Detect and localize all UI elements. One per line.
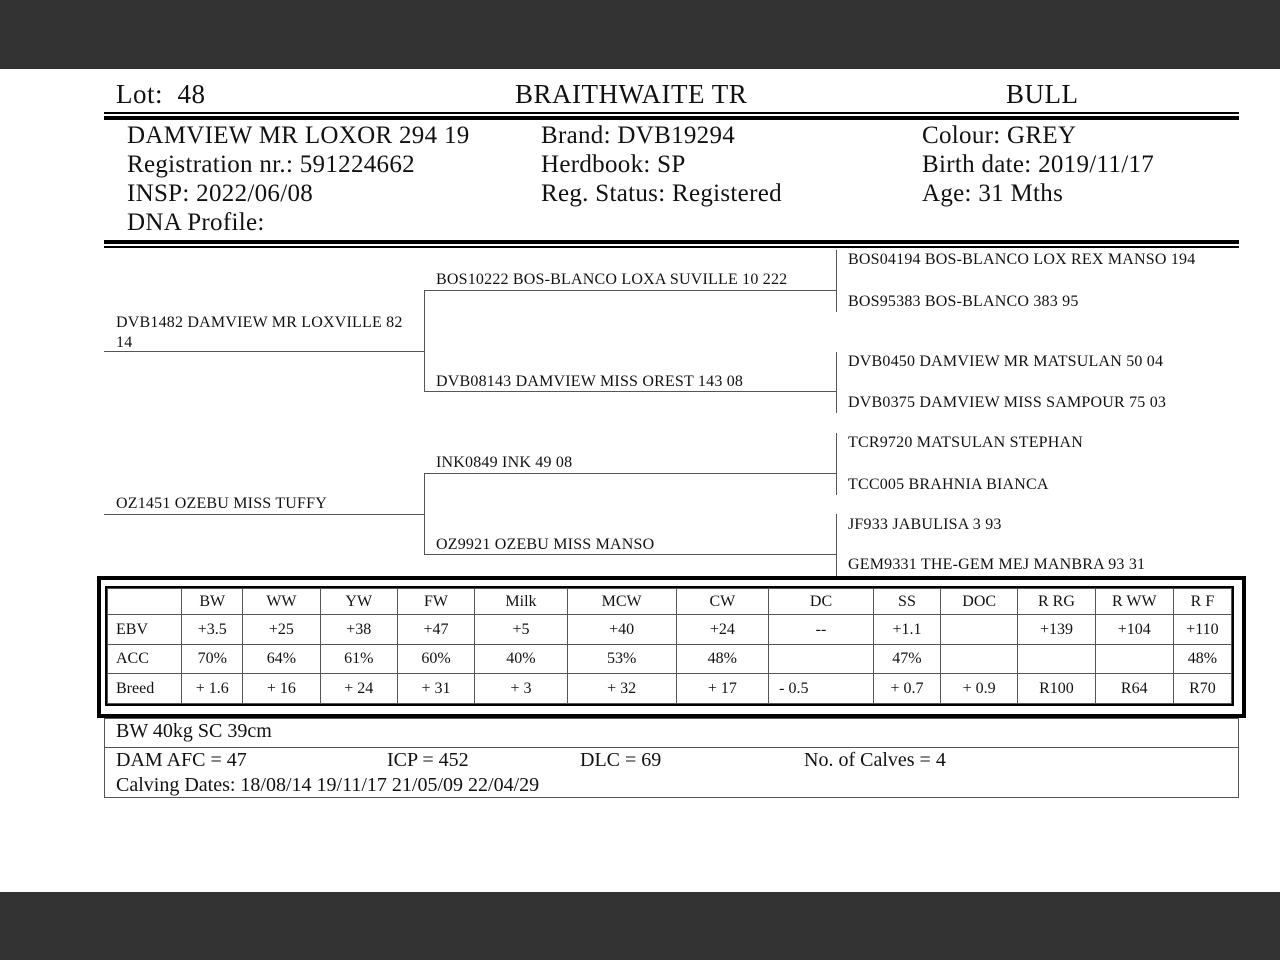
lot-heading	[116, 79, 206, 110]
table-cell: +5	[475, 615, 568, 645]
registration-number: Registration nr.: 591224662	[127, 151, 415, 178]
header-rule	[104, 112, 1239, 114]
table-cell: +40	[567, 615, 676, 645]
table-cell: +25	[243, 615, 320, 645]
table-cell: + 32	[567, 674, 676, 704]
ggp-5: TCR9720 MATSULAN STEPHAN	[848, 434, 1084, 451]
column-header: FW	[397, 589, 474, 615]
table-cell: 48%	[676, 644, 769, 674]
ebv-row	[108, 615, 1232, 645]
sire-sire: BOS10222 BOS-BLANCO LOXA SUVILLE 10 222	[436, 271, 788, 288]
lot-label: Lot:	[116, 79, 163, 109]
table-cell: + 3	[475, 674, 568, 704]
icp: ICP = 452	[387, 749, 469, 771]
table-cell	[1095, 644, 1173, 674]
dam-afc: DAM AFC = 47	[116, 749, 247, 771]
sire: DVB1482 DAMVIEW MR LOXVILLE 82 14	[116, 314, 403, 351]
ggp-1: BOS04194 BOS-BLANCO LOX REX MANSO 194	[848, 251, 1196, 268]
table-cell: - 0.5	[769, 674, 874, 704]
ggp-8: GEM9331 THE-GEM MEJ MANBRA 93 31	[848, 556, 1146, 573]
column-header: R WW	[1095, 589, 1173, 615]
herdbook: Herdbook: SP	[541, 151, 686, 178]
ebv-header-row	[108, 589, 1232, 615]
table-cell: + 31	[397, 674, 474, 704]
sex-label: BULL	[1006, 79, 1079, 109]
dna-profile: DNA Profile:	[127, 209, 265, 236]
brand: Brand: DVB19294	[541, 122, 736, 149]
breed-row	[108, 674, 1232, 704]
table-cell: + 0.7	[873, 674, 940, 704]
age: Age: 31 Mths	[922, 180, 1064, 207]
table-cell: R70	[1173, 674, 1231, 704]
table-cell: + 0.9	[941, 674, 1018, 704]
table-cell	[769, 644, 874, 674]
table-cell: R64	[1095, 674, 1173, 704]
table-cell: + 24	[320, 674, 397, 704]
calves-count: No. of Calves = 4	[804, 749, 946, 771]
notes-box	[104, 718, 1239, 798]
table-cell: +110	[1173, 615, 1231, 645]
ggp-7: JF933 JABULISA 3 93	[848, 516, 1002, 533]
weights-note: BW 40kg SC 39cm	[116, 720, 272, 742]
reg-status: Reg. Status: Registered	[541, 180, 782, 207]
birth-date: Birth date: 2019/11/17	[922, 151, 1155, 178]
acc-row	[108, 644, 1232, 674]
column-header: MCW	[567, 589, 676, 615]
column-header: DOC	[941, 589, 1018, 615]
table-cell: 70%	[182, 644, 243, 674]
column-header: SS	[873, 589, 940, 615]
table-cell: + 17	[676, 674, 769, 704]
ggp-4: DVB0375 DAMVIEW MISS SAMPOUR 75 03	[848, 394, 1167, 411]
insp-date: INSP: 2022/06/08	[127, 180, 314, 207]
table-cell: 64%	[243, 644, 320, 674]
column-header: R F	[1173, 589, 1231, 615]
bottom-dark-band	[0, 892, 1280, 960]
breeder-name: BRAITHWAITE TR	[515, 79, 748, 109]
table-cell	[941, 615, 1018, 645]
ggp-2: BOS95383 BOS-BLANCO 383 95	[848, 293, 1079, 310]
table-cell: 53%	[567, 644, 676, 674]
row-label: ACC	[108, 644, 182, 674]
column-header: DC	[769, 589, 874, 615]
header-rule-thick	[104, 116, 1239, 120]
details-rule-thick	[104, 240, 1239, 244]
ebv-table	[107, 588, 1232, 704]
details-rule	[104, 246, 1239, 248]
colour: Colour: GREY	[922, 122, 1077, 149]
table-cell: 61%	[320, 644, 397, 674]
ggp-3: DVB0450 DAMVIEW MR MATSULAN 50 04	[848, 353, 1164, 370]
column-header: R RG	[1018, 589, 1095, 615]
row-label: Breed	[108, 674, 182, 704]
table-cell: +104	[1095, 615, 1173, 645]
table-cell: R100	[1018, 674, 1095, 704]
table-cell	[1018, 644, 1095, 674]
dam: OZ1451 OZEBU MISS TUFFY	[116, 495, 327, 512]
table-cell: +139	[1018, 615, 1095, 645]
table-cell: + 1.6	[182, 674, 243, 704]
animal-name: DAMVIEW MR LOXOR 294 19	[127, 122, 470, 149]
column-header: BW	[182, 589, 243, 615]
column-header	[108, 589, 182, 615]
ggp-6: TCC005 BRAHNIA BIANCA	[848, 476, 1049, 493]
table-cell: 48%	[1173, 644, 1231, 674]
row-label: EBV	[108, 615, 182, 645]
table-cell: --	[769, 615, 874, 645]
table-cell: +38	[320, 615, 397, 645]
table-cell: +24	[676, 615, 769, 645]
lot-number: 48	[177, 79, 206, 109]
notes-divider	[105, 747, 1238, 748]
table-cell: + 16	[243, 674, 320, 704]
table-cell: +47	[397, 615, 474, 645]
sire-dam: DVB08143 DAMVIEW MISS OREST 143 08	[436, 373, 744, 390]
column-header: WW	[243, 589, 320, 615]
dlc: DLC = 69	[580, 749, 662, 771]
dam-dam: OZ9921 OZEBU MISS MANSO	[436, 536, 655, 553]
table-cell	[941, 644, 1018, 674]
column-header: CW	[676, 589, 769, 615]
table-cell: +3.5	[182, 615, 243, 645]
calving-dates: Calving Dates: 18/08/14 19/11/17 21/05/09 22/04/29	[116, 774, 540, 796]
column-header: YW	[320, 589, 397, 615]
table-cell: 60%	[397, 644, 474, 674]
dam-sire: INK0849 INK 49 08	[436, 454, 573, 471]
top-dark-band	[0, 0, 1280, 69]
table-cell: 40%	[475, 644, 568, 674]
table-cell: +1.1	[873, 615, 940, 645]
table-cell: 47%	[873, 644, 940, 674]
column-header: Milk	[475, 589, 568, 615]
